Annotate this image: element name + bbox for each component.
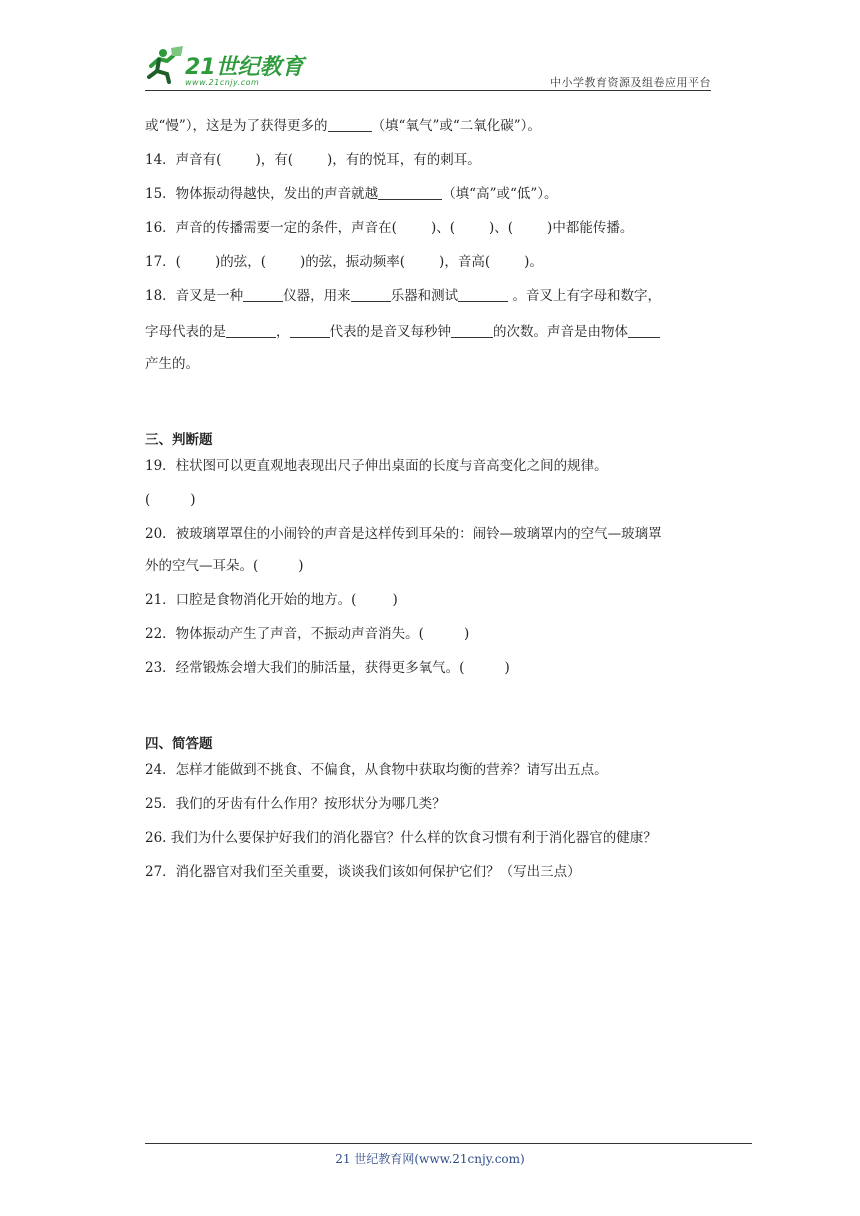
q23-text: 23．经常锻炼会增大我们的肺活量，获得更多氧气。( [145, 660, 465, 676]
q18-text-i: 产生的。 [145, 356, 199, 372]
paren-close: ) [392, 592, 398, 608]
question-25: 25．我们的牙齿有什么作用？按形状分为哪几类？ [145, 796, 446, 812]
q17-text-b: )的弦，( [214, 254, 266, 270]
q18-text-c: 乐器和测试 [390, 288, 459, 304]
footer-divider [145, 1143, 752, 1144]
q16-text-a: 16．声音的传播需要一定的条件，声音在( [145, 220, 397, 236]
q15-text-a: 15．物体振动得越快，发出的声音就越 [145, 186, 379, 202]
paren-close: ) [504, 660, 510, 676]
q18-text-g: 代表的是音叉每秒钟 [329, 324, 451, 340]
answer-blank [458, 286, 508, 302]
question-16 [145, 218, 633, 238]
question-20 [145, 524, 662, 544]
question-27: 27．消化器官对我们至关重要，谈谈我们该如何保护它们？（写出三点） [145, 864, 581, 880]
answer-blank [351, 286, 391, 302]
question-23 [145, 658, 510, 678]
question-18-cont [145, 322, 660, 342]
q15-text-b: （填“高”或“低”）。 [442, 186, 558, 202]
q16-text-c: )、( [489, 220, 514, 236]
q13-continuation [145, 116, 541, 136]
q18-text-h: 的次数。声音是由物体 [493, 324, 628, 340]
answer-blank [628, 322, 660, 338]
answer-blank [290, 322, 330, 338]
question-17 [145, 252, 543, 272]
paren-close: ) [298, 558, 304, 574]
question-18-end [145, 354, 199, 374]
paren-open: ( [145, 492, 151, 508]
page-header [145, 44, 711, 90]
question-19-paren [145, 490, 196, 510]
q13-hint: （填“氧气”或“二氧化碳”）。 [371, 118, 541, 134]
q18-text-a: 18．音叉是一种 [145, 288, 244, 304]
q16-text-d: )中都能传播。 [547, 220, 634, 236]
platform-name: 中小学教育资源及组卷应用平台 [550, 76, 711, 89]
q18-text-b: 仪器，用来 [283, 288, 351, 304]
q18-text-d: 。音叉上有字母和数字， [508, 288, 661, 304]
q20-text-b: 外的空气—耳朵。( [145, 558, 259, 574]
q21-text: 21．口腔是食物消化开始的地方。( [145, 592, 357, 608]
q13-text: 或“慢”），这是为了获得更多的 [145, 118, 328, 134]
logo-url: www.21cnjy.com [185, 78, 260, 87]
answer-blank [378, 184, 442, 200]
answer-blank [226, 322, 276, 338]
paren-close: ) [463, 626, 470, 642]
question-22 [145, 624, 469, 644]
q19-text: 19．柱状图可以更直观地表现出尺子伸出桌面的长度与音高变化之间的规律。 [145, 458, 608, 474]
question-24: 24．怎样才能做到不挑食、不偏食，从食物中获取均衡的营养？请写出五点。 [145, 762, 608, 778]
q18-text-f: ， [276, 324, 290, 340]
q17-text-c: )的弦，振动频率( [300, 254, 406, 270]
paren-close: ) [190, 492, 196, 508]
q17-text-a: 17．( [145, 254, 181, 270]
logo-title: 21世纪教育 [185, 55, 304, 80]
question-20-cont [145, 556, 304, 576]
q17-text-d: )，音高( [439, 254, 491, 270]
section-title-short: 四、简答题 [145, 736, 213, 752]
question-21 [145, 590, 398, 610]
logo [145, 44, 315, 88]
q14-text-c: )，有的悦耳，有的刺耳。 [327, 152, 481, 168]
question-18 [145, 286, 661, 306]
question-14 [145, 150, 481, 170]
q17-text-e: )。 [524, 254, 543, 270]
question-15 [145, 184, 558, 204]
footer-link[interactable]: 21 世纪教育网(www.21cnjy.com) [335, 1152, 525, 1166]
answer-blank [243, 286, 283, 302]
q18-text-e: 字母代表的是 [145, 324, 226, 340]
section-title-judge: 三、判断题 [145, 432, 213, 448]
question-26: 26. 我们为什么要保护好我们的消化器官？什么样的饮食习惯有利于消化器官的健康？ [145, 830, 657, 846]
answer-blank [328, 116, 372, 132]
question-19 [145, 456, 608, 476]
answer-blank [451, 322, 493, 338]
q14-text-a: 14．声音有( [145, 152, 222, 168]
q22-text: 22．物体振动产生了声音，不振动声音消失。( [145, 626, 424, 642]
header-divider [145, 90, 711, 91]
q20-text-a: 20．被玻璃罩罩住的小闹铃的声音是这样传到耳朵的：闹铃—玻璃罩内的空气—玻璃罩 [145, 526, 662, 542]
runner-icon [149, 46, 183, 82]
q16-text-b: )、( [430, 220, 455, 236]
q14-text-b: )，有( [255, 152, 293, 168]
